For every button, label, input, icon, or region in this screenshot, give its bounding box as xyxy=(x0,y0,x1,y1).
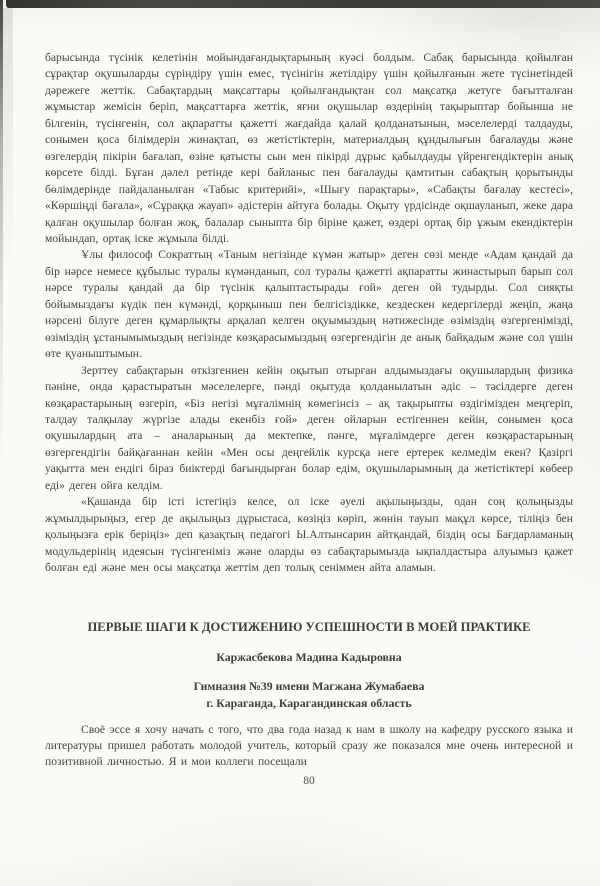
body-paragraph: Зерттеу сабақтарын өткізгеннен кейін оқытып отырған алдымыздағы оқушылардың физика пәніне, онда қарастыратын мәселелерге, пәнді оқытуда қолданылатын әдіс – тәсілдерге деген көзқарастарының өзгеріп, «Біз негізі мұғалімнің көмегінсіз – ақ тақырыпты өздігімізден меңгеріп, талдау талқылау жүргізе алады екенбіз ғой» деген ойларын естігеннен кейін, сонымен қоса оқушылардың ата – аналарының да мектепке, пәнге, мұғалімдерге деген көзқарастарының өзгергендігін байқағаннан кейін «Мен осы деңгейлік курсқа неге ертерек келмедім екен? Қазіргі уақытта мен ендігі біраз биіктерді бағындырған болар едім, оқушыларымның да жетістіктері көбеер еді» деген ойға келдім. xyxy=(45,363,573,492)
body-paragraph: барысында түсінік келетінін мойындағандықтарының куәсі болдым. Сабақ барысында қойылған сұрақтар оқушыларды сүріндіру үшін емес, түсінігін жетілдіру үшін қойылғанын жете түсінетіндей дәрежеге жеттік. Сабақтардың мақсаттары қойылғандықтан сол мақсатқа жетуге бағытталған жұмыстар жемісін беріп, мақсаттарға жеттік, яғни оқушылар өздерінің тақырыптар бойынша не білгенін, түсінгенін, сол ақпаратты қажетті жағдайда қалай қолданатынын, мәселелерді талдауды, сонымен қоса білімдерін жинақтап, өз жетістіктерін, материалдың құндылығын бағалауды және өзгелердің пікірін бағалап, өзіне қатысты сын мен пікірді дұрыс қабылдауды үйренгендіктерін анық көрсете білді. Бұған дәлел ретінде кері байланыс пен бағалауды қамтитын сабақтың қорытынды бөлімдерінде пайдаланылған «Табыс критерийі», «Шығу парақтары», «Сабақты бағалау кестесі», «Көршіңді бағала», «Сұраққа жауап» әдістерін айтуға болады. Оқыту үрдісінде оқшауланып, жеке дара қалған оқушылар болған жоқ, балалар сыныпта бір біріне қажет, өздері ортақ бір ұжым екендіктерін мойындап, ортақ іске жұмыла білді. xyxy=(45,51,573,245)
article-affiliation-line1: Гимназия №39 имени Магжана Жумабаева xyxy=(193,678,425,693)
essay-paragraph: Своё эссе я хочу начать с того, что два года назад к нам в школу на кафедру русского языка и литературы пришел работать молодой учитель, который сразу же показался мне очень интересной и позитивной личностью. Я и мои коллеги посещали xyxy=(45,722,573,769)
article-affiliation-line2: г. Караганда, Карагандинская область xyxy=(206,696,412,710)
article-title: ПЕРВЫЕ ШАГИ К ДОСТИЖЕНИЮ УСПЕШНОСТИ В МОЕЙ ПРАКТИКЕ xyxy=(87,619,531,634)
body-paragraph: Ұлы философ Сократтың «Таным негізінде күмән жатыр» деген сөзі менде «Адам қандай да бір нәрсе немесе құбылыс туралы күмәнданып, сол туралы қажетті ақпаратты жинастырып барып сол нәрсе туралы қандай да бір түсінік қалыптастырады ғой» деген ой тудырды. Сол сияқты бойымыздағы күдік пен күмәнді, қорқыныш пен белгісіздікке, кездескен кедергілерді жеңіп, жаңа нәрсені білуге деген құмарлықты арқалап келген оқуымыздың нәтижесінде өзіміздің өзгергенімізді, өзіміздің ұстанымымыздың негізінде көзқарасымыздың өзгергендігін де анық байқадым және сол үшін өте қуаныштымын. xyxy=(45,248,573,361)
scan-edge-top xyxy=(6,0,600,8)
article-author: Каржасбекова Мадина Кадыровна xyxy=(216,649,402,664)
scan-edge-left-shadow xyxy=(3,8,13,308)
article-affiliation xyxy=(45,678,573,713)
page-body xyxy=(45,50,573,787)
page-number: 80 xyxy=(303,773,315,787)
body-paragraph: «Қашанда бір істі істегіңіз келсе, ол іске әуелі ақылыңызды, одан соң қолыңызды жұмылдырыңыз, егер де ақылыңыз дұрыстаса, көзіңіз көріп, жөнін тауып мақұл көрсе, тіліңіз бен қолыңызға ерік беріңіз» деп қазақтың педагогі Ы.Алтынсарин айтқандай, біздің осы Бағдарламаның модульдерінің идеясын түсінгеніміз және оларды өз сабақтарымызда ықпалдастыра алуымыз қажет болған еді және мен осы мақсатқа жеттім деп толық сеніммен айта аламын. xyxy=(45,495,573,575)
